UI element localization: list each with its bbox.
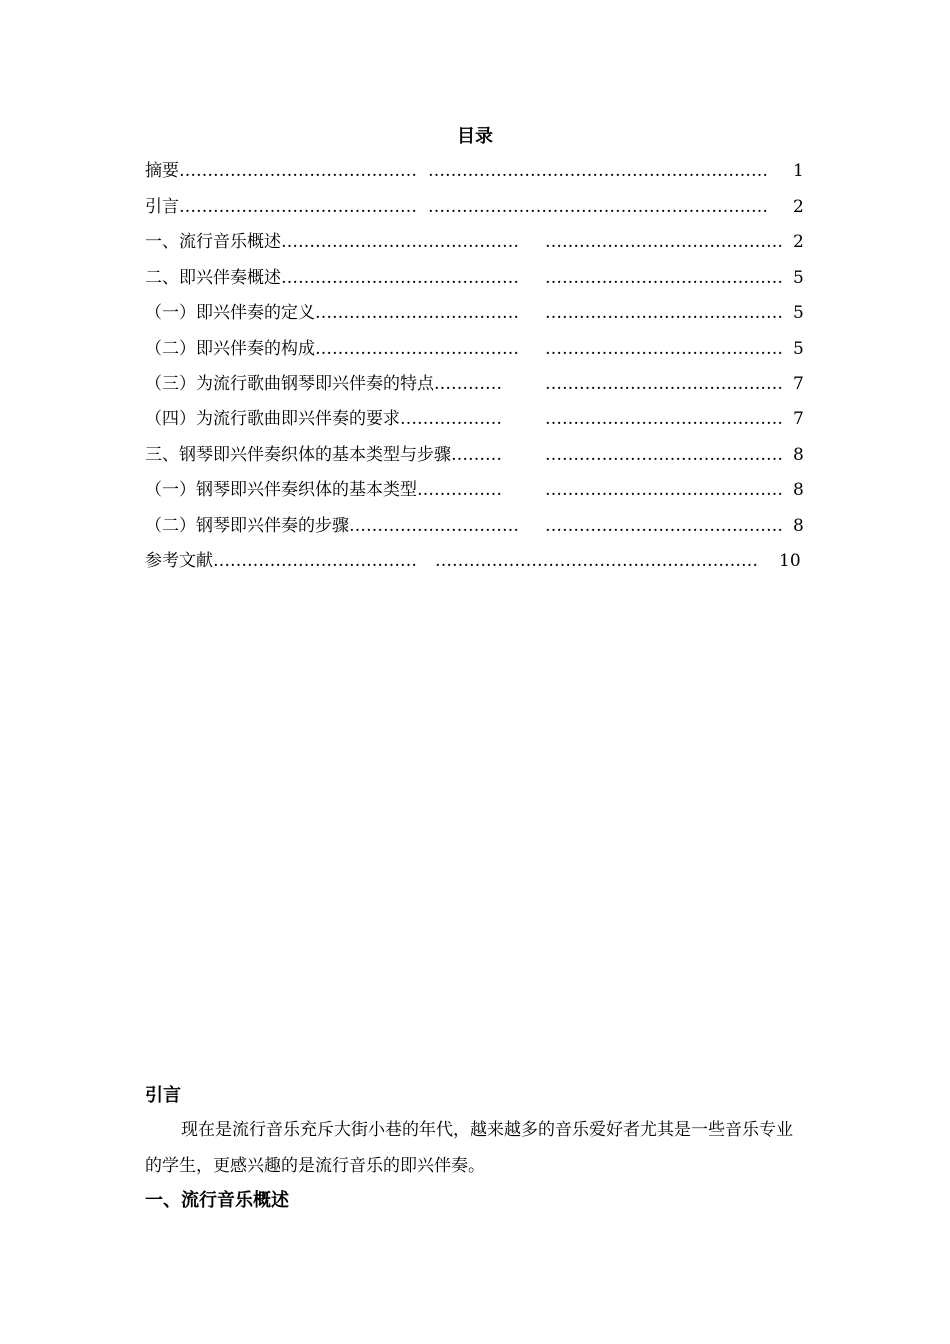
toc-page-number: 10 bbox=[779, 551, 801, 571]
toc-entry-label: 三、钢琴即兴伴奏织体的基本类型与步骤 bbox=[145, 445, 451, 465]
toc-page-number: 2 bbox=[793, 232, 804, 252]
toc-leader-dots: …………………………………… bbox=[545, 445, 783, 465]
toc-page-number: 1 bbox=[793, 161, 804, 181]
toc-entry-label: （二）钢琴即兴伴奏的步骤 bbox=[145, 516, 349, 536]
toc-leader-dots: ……………………………… bbox=[315, 339, 519, 359]
toc-leader-dots: …………………………………… bbox=[545, 480, 783, 500]
toc-entry[interactable] bbox=[145, 194, 805, 220]
toc-page-number: 7 bbox=[793, 374, 804, 394]
toc-leader-dots: ……… bbox=[451, 445, 502, 465]
intro-heading: 引言 bbox=[145, 1085, 181, 1106]
toc-entry-label: 参考文献 bbox=[145, 551, 213, 571]
toc-page-number: 8 bbox=[793, 516, 804, 536]
toc-entry[interactable] bbox=[145, 336, 805, 362]
toc-entry[interactable] bbox=[145, 477, 805, 503]
toc-entry[interactable] bbox=[145, 300, 805, 326]
toc-entry-label: （三）为流行歌曲钢琴即兴伴奏的特点 bbox=[145, 374, 434, 394]
section1-heading: 一、流行音乐概述 bbox=[145, 1190, 289, 1211]
toc-leader-dots: ……………………………… bbox=[315, 303, 519, 323]
toc-leader-dots: ……………………………… bbox=[213, 551, 417, 571]
toc-page-number: 8 bbox=[793, 480, 804, 500]
intro-paragraph: 现在是流行音乐充斥大街小巷的年代，越来越多的音乐爱好者尤其是一些音乐专业的学生，更感兴趣的是流行音乐的即兴伴奏。 bbox=[145, 1120, 793, 1176]
toc-leader-dots: …………………………………… bbox=[281, 268, 519, 288]
toc-leader-dots: …………… bbox=[417, 480, 502, 500]
toc-leader-dots: …………………………………… bbox=[545, 516, 783, 536]
toc-entry[interactable] bbox=[145, 442, 805, 468]
toc-entry[interactable] bbox=[145, 265, 805, 291]
toc-leader-dots: …………………………………… bbox=[545, 268, 783, 288]
toc-page-number: 5 bbox=[793, 339, 804, 359]
toc-page-number: 2 bbox=[793, 197, 804, 217]
toc-entry[interactable] bbox=[145, 513, 805, 539]
toc-leader-dots: …………………………………… bbox=[179, 161, 417, 181]
toc-leader-dots: ………… bbox=[434, 374, 502, 394]
toc-page-number: 5 bbox=[793, 303, 804, 323]
toc-page-number: 5 bbox=[793, 268, 804, 288]
toc-leader-dots: ……………… bbox=[400, 409, 502, 429]
toc-leader-dots: …………………………………… bbox=[545, 232, 783, 252]
toc-entry[interactable] bbox=[145, 158, 805, 184]
toc-entry-label: 引言 bbox=[145, 197, 179, 217]
toc-leader-dots: ………………………… bbox=[349, 516, 519, 536]
toc-entry-label: 二、即兴伴奏概述 bbox=[145, 268, 281, 288]
toc-entry-label: 摘要 bbox=[145, 161, 179, 181]
toc-entry[interactable] bbox=[145, 548, 805, 574]
toc-page-number: 8 bbox=[793, 445, 804, 465]
toc-entry-label: （四）为流行歌曲即兴伴奏的要求 bbox=[145, 409, 400, 429]
toc-leader-dots: …………………………………………………… bbox=[428, 197, 768, 217]
toc-entry[interactable] bbox=[145, 406, 805, 432]
toc-leader-dots: …………………………………… bbox=[545, 339, 783, 359]
toc-entry-label: （二）即兴伴奏的构成 bbox=[145, 339, 315, 359]
toc-leader-dots: …………………………………… bbox=[545, 409, 783, 429]
toc-leader-dots: …………………………………………………… bbox=[428, 161, 768, 181]
toc-entry-label: （一）即兴伴奏的定义 bbox=[145, 303, 315, 323]
toc-page-number: 7 bbox=[793, 409, 804, 429]
toc-entry[interactable] bbox=[145, 371, 805, 397]
toc-leader-dots: …………………………………… bbox=[545, 374, 783, 394]
toc-leader-dots: …………………………………… bbox=[281, 232, 519, 252]
toc-leader-dots: …………………………………… bbox=[545, 303, 783, 323]
toc-entry[interactable] bbox=[145, 229, 805, 255]
toc-entry-label: 一、流行音乐概述 bbox=[145, 232, 281, 252]
toc-leader-dots: …………………………………… bbox=[179, 197, 417, 217]
toc-title: 目录 bbox=[457, 126, 493, 147]
toc-leader-dots: ………………………………………………… bbox=[435, 551, 758, 571]
toc-entry-label: （一）钢琴即兴伴奏织体的基本类型 bbox=[145, 480, 417, 500]
